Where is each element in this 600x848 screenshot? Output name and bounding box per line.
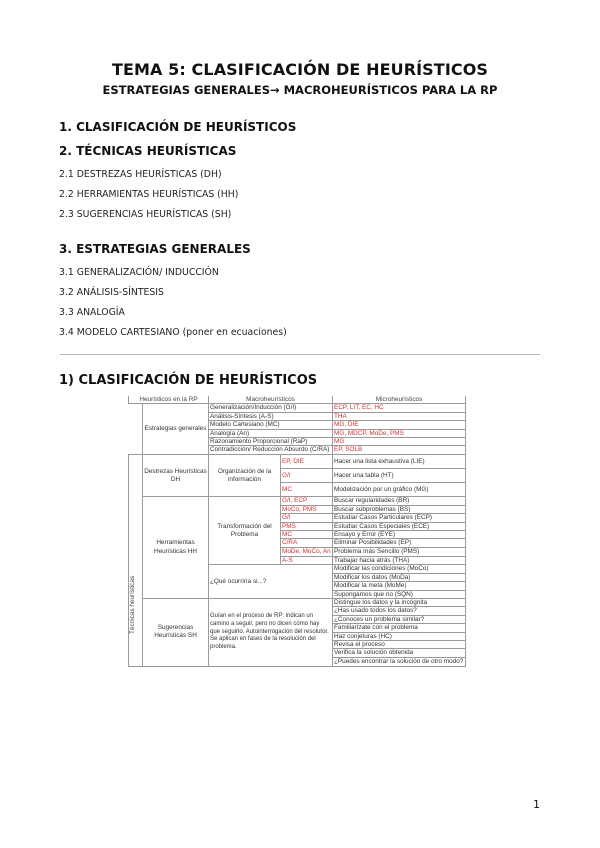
micro-cell: Haz conjeturas (HC): [333, 632, 466, 640]
micro-cell: MG: [333, 438, 466, 446]
micro-cell: Familiarízate con el problema: [333, 624, 466, 632]
micro-cell: THA: [333, 412, 466, 420]
toc-item: 3.3 ANALOGÍA: [59, 307, 125, 318]
macro-cell: C/RA: [281, 539, 333, 547]
page-number: 1: [533, 798, 540, 811]
macro-cell: MC: [281, 483, 333, 497]
header-heuristicos: Heurísticos en la RP: [129, 396, 209, 404]
micro-cell: Modificar las condiciones (MoCo): [333, 565, 466, 573]
micro-cell: ¿Has usado todos los datos?: [333, 607, 466, 615]
macro-cell: EP, DIE: [281, 455, 333, 469]
macro-cell: G/I, ECP: [281, 497, 333, 505]
micro-cell: Ensayo y Error (EYE): [333, 531, 466, 539]
toc-item: 2.3 SUGERENCIAS HEURÍSTICAS (SH): [59, 209, 232, 220]
toc-heading-2: 2. TÉCNICAS HEURÍSTICAS: [59, 144, 237, 158]
mid-sugerencias: Guían en el proceso de RP: indican un camino a seguir, pero no dicen cómo hay que seguirlo. Autointerrogación del resolutor. Se aplican en fases de la resolución del problema.: [209, 598, 333, 666]
micro-cell: ¿Puedes encontrar la solución de otro modo?: [333, 657, 466, 666]
macro-cell: G/I: [281, 514, 333, 522]
macro-cell: MoCo, PMS: [281, 505, 333, 513]
micro-cell: ¿Conoces un problema similar?: [333, 615, 466, 623]
header-macro: Macroheurísticos: [209, 396, 333, 404]
micro-cell: Supongamos que no (SQN): [333, 590, 466, 598]
macro-cell: A-S: [281, 556, 333, 564]
toc-heading-3: 3. ESTRATEGIAS GENERALES: [59, 242, 251, 256]
macro-cell: Análisis-Síntesis (A-S): [209, 412, 333, 420]
micro-cell: ECP, LIT, EC, HC: [333, 404, 466, 412]
toc-item: 3.2 ANÁLISIS-SÍNTESIS: [59, 287, 164, 298]
heuristics-classification-table: [128, 396, 465, 716]
toc-item: 3.4 MODELO CARTESIANO (poner en ecuaciones): [59, 327, 287, 338]
macro-cell: PMS: [281, 522, 333, 530]
vertical-label: Técnicas heurísticas: [129, 575, 136, 634]
micro-cell: MG, MDCP, MoDe, PMS: [333, 429, 466, 437]
macro-cell: MC: [281, 531, 333, 539]
micro-cell: Verifica la solución obtenida: [333, 649, 466, 657]
micro-cell: Eliminar Posibilidades (EP): [333, 539, 466, 547]
micro-cell: Hacer una tabla (HT): [333, 469, 466, 483]
micro-cell: Distingue los datos y la incógnita: [333, 598, 466, 606]
macro-cell: MoDe, MoCo, An: [282, 547, 331, 555]
micro-cell: Problema más Sencillo (PMS): [333, 547, 466, 556]
macro-cell: G/I: [281, 469, 333, 483]
micro-cell: Buscar regularidades (BR): [333, 497, 466, 505]
micro-cell: Revisa el proceso: [333, 640, 466, 648]
macro-cell: Contradicción/ Reducción Absurdo (C/RA): [209, 446, 333, 455]
mid-que-ocurriria: ¿Qué ocurriría si...?: [209, 565, 333, 599]
micro-cell: MG, DIE: [333, 421, 466, 429]
macro-cell: Modelo Cartesiano (MC): [209, 421, 333, 429]
group-sugerencias: Sugerencias Heurísticas SH: [143, 598, 209, 666]
document-subtitle: ESTRATEGIAS GENERALES→ MACROHEURÍSTICOS PARA LA RP: [102, 83, 498, 97]
micro-cell: Buscar subproblemas (BS): [333, 505, 466, 513]
toc-item: 2.2 HERRAMIENTAS HEURÍSTICAS (HH): [59, 189, 239, 200]
divider: [60, 354, 540, 355]
macro-cell: Generalización/Inducción (G/I): [209, 404, 333, 412]
group-estrategias: Estrategias generales: [143, 404, 209, 455]
micro-cell: Modelización por un gráfico (MG): [333, 483, 466, 497]
mid-organizacion: Organización de la información: [209, 455, 281, 497]
toc-heading-1: 1. CLASIFICACIÓN DE HEURÍSTICOS: [59, 120, 297, 134]
group-destrezas: Destrezas Heurísticas DH: [143, 455, 209, 497]
group-herramientas: Herramientas Heurísticas HH: [143, 497, 209, 598]
micro-cell: Hacer una lista exhaustiva (LIE): [333, 455, 466, 469]
micro-cell: EP, SOLB: [333, 446, 466, 455]
section-heading: 1) CLASIFICACIÓN DE HEURÍSTICOS: [59, 373, 318, 388]
micro-cell: Estudiar Casos Especiales (ECE): [333, 522, 466, 530]
micro-cell: Modificar la meta (MoMe): [333, 582, 466, 590]
micro-cell: Modificar los datos (MoDa): [333, 573, 466, 581]
document-title: TEMA 5: CLASIFICACIÓN DE HEURÍSTICOS: [111, 60, 489, 79]
toc-item: 2.1 DESTREZAS HEURÍSTICAS (DH): [59, 169, 222, 180]
mid-transformacion: Transformación del Problema: [209, 497, 281, 565]
macro-cell: Razonamiento Proporcional (RaP): [209, 438, 333, 446]
toc-item: 3.1 GENERALIZACIÓN/ INDUCCIÓN: [59, 267, 219, 278]
micro-cell: Estudiar Casos Particulares (ECP): [333, 514, 466, 522]
macro-cell: Analogía (An): [209, 429, 333, 437]
header-micro: Microheurísticos: [333, 396, 466, 404]
micro-cell: Trabajar hacia atrás (THA): [333, 556, 466, 564]
